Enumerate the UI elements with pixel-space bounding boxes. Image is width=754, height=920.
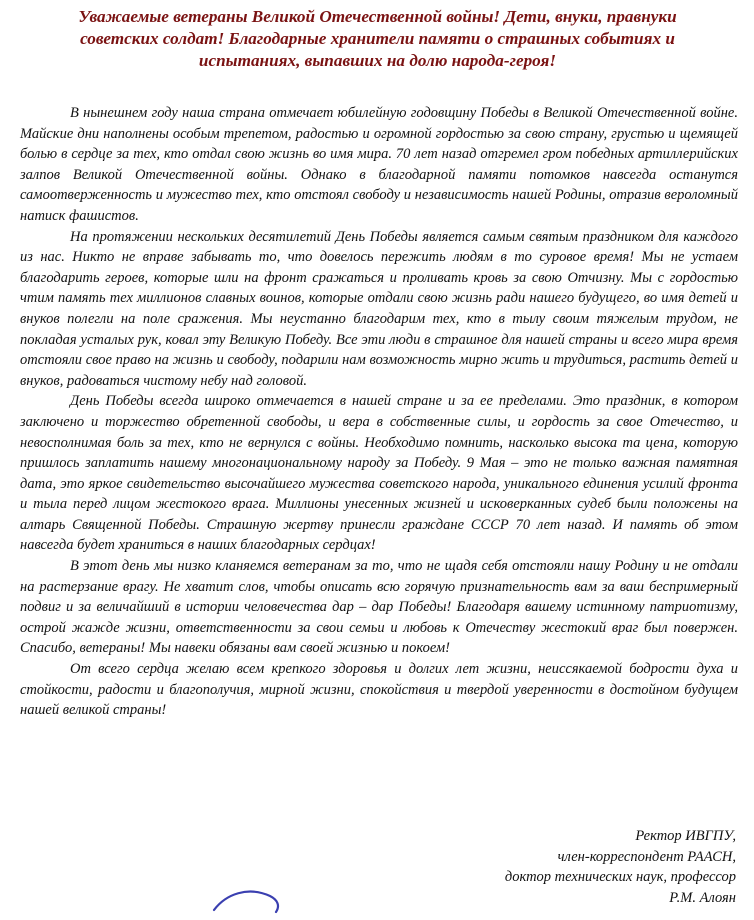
signature-title: Ректор ИВГПУ, — [635, 828, 736, 844]
paragraph-4: В этот день мы низко кланяемся ветеранам за то, что не щадя себя отстояли нашу Родину и не отдали на растерзание врагу. Не хватит слов, чтобы описать всю горячую признательность вам за ваш беспримерный подвиг и за величайший в истории человечества дар – дар Победы! Благодаря вашему истинному патриотизму, острой жажде жизни, ответственности за свои семьи и любовь к Отечеству жестокий враг был повержен. Спасибо, ветераны! Мы навеки обязаны вам своей жизнью и покоем! — [20, 558, 738, 657]
greeting-heading: Уважаемые ветераны Великой Отечественной войны! Дети, внуки, правнуки советских солдат! Благодарные хранители памяти о страшных событиях и испытаниях, выпавших на долю народа-героя! — [78, 7, 677, 70]
paragraph-2: На протяжении нескольких десятилетий День Победы является самым святым праздником для каждого из нас. Никто не вправе забывать то, что довелось пережить людям в то суровое время! Мы не устаем благодарить героев, которые шли на фронт сражаться и проливать кровь за свою Отчизну. Мы с гордостью чтим память тех миллионов славных воинов, которые отдали свою жизнь ради нашего будущего, во имя детей и внуков полегли на поле сражения. Мы неустанно благодарим тех, кто в тылу своим тяжелым трудом, не покладая усталых рук, ковал эту Великую Победу. Все эти люди в страшное для нашей страны и всего мира время отстояли свое право на жизнь и свободу, подарили нам возможность мирно жить и трудиться, растить детей и внуков, радоваться чистому небу над головой. — [20, 228, 738, 389]
paragraph-3: День Победы всегда широко отмечается в нашей стране и за ее пределами. Это праздник, в котором заключено и торжество обретенной свободы, и вера в собственные силы, и гордость за свое Отечество, и невосполнимая боль за тех, кто не вернулся с войны. Необходимо помнить, насколько высока та цена, которую пришлось заплатить нашему многонациональному народу за Победу. 9 Мая – это не только важная памятная дата, это яркое свидетельство высочайшего мужества советского народа, уникального единения усилий фронта и тыла перед лицом жестокого врага. Миллионы унесенных жизней и исковерканных судеб были положены на алтарь Священной Победы. Страшную жертву принесли граждане СССР 70 лет назад. И память об этом навсегда будет храниться в наших благодарных сердцах! — [20, 393, 738, 554]
signature-degree: доктор технических наук, профессор — [504, 869, 736, 885]
signature-membership: член-корреспондент РААСН, — [557, 848, 736, 865]
letter-body — [20, 103, 738, 721]
signature-name: Р.М. Алоян — [669, 889, 736, 906]
paragraph-5: От всего сердца желаю всем крепкого здоровья и долгих лет жизни, неиссякаемой бодрости духа и стойкости, радости и благополучия, мирной жизни, спокойствия и твердой уверенности в достойном будущем нашей великой страны! — [20, 661, 738, 719]
handwritten-signature-mark — [208, 880, 288, 920]
paragraph-1: В нынешнем году наша страна отмечает юбилейную годовщину Победы в Великой Отечественной войне. Майские дни наполнены особым трепетом, радостью и огромной гордостью за свою страну, грустью и щемящей болью в сердце за тех, кто отдал свою жизнь во имя мира. 70 лет назад отгремел гром победных артиллерийских залпов Великой Отечественной войны. Однако в благодарной памяти потомков навсегда останутся самоотверженность и мужество тех, кто отстоял свободу и независимость нашей Родины, отразив вероломный натиск фашистов. — [20, 105, 738, 224]
signature-block — [505, 826, 736, 908]
